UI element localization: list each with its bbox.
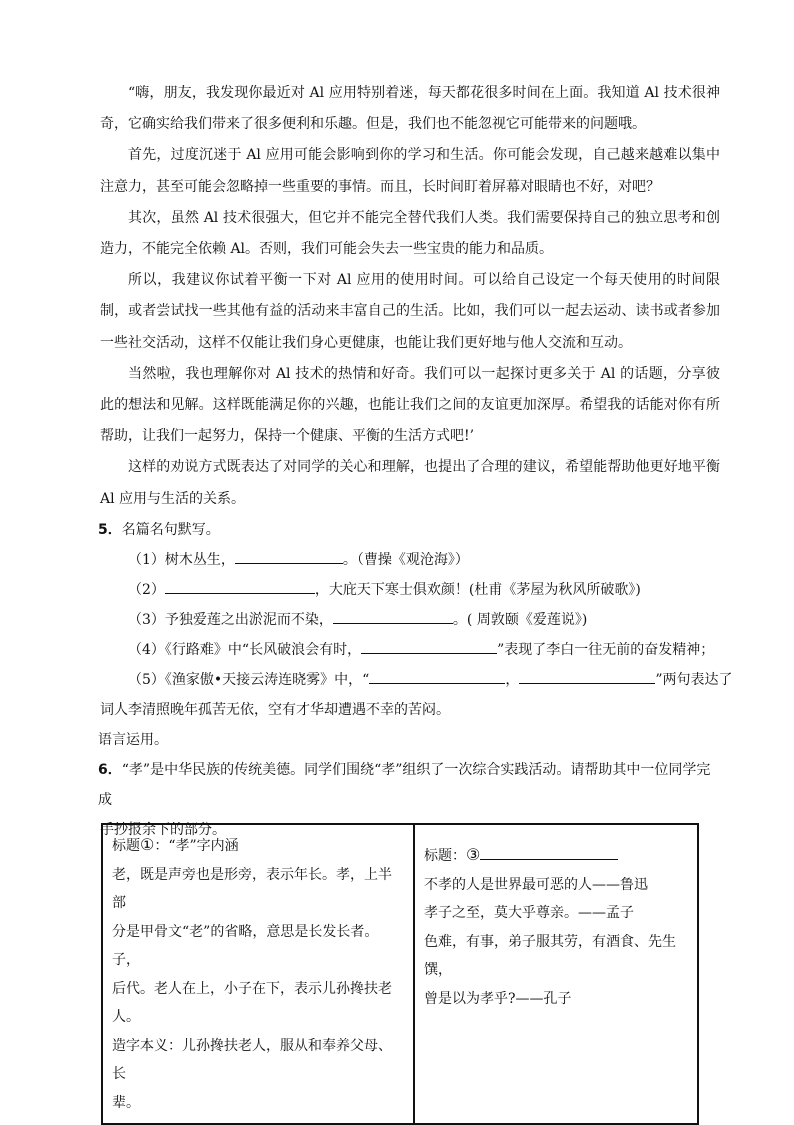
essay-paragraph-5: 当然啦，我也理解你对 Al 技术的热情和好奇。我们可以一起探讨更多关于 Al 的话题，分享彼此的想法和见解。这样既能满足你的兴趣，也能让我们之间的友谊更加深厚。希望我的话能对你有所帮助，让我们一起努力，保持一个健康、平衡的生活方式吧!’ (100, 365, 720, 445)
right-cell-line: 不孝的人是世界最可恶的人——鲁迅 (424, 876, 648, 893)
item-3-source: 。( 周敦颐《爱莲说》) (452, 611, 588, 628)
answer-blank-1[interactable] (235, 549, 343, 564)
item-5-text: （5）《渔家傲•天接云涛连晓雾》中，“ (128, 671, 370, 688)
document-body (98, 78, 733, 845)
item-4-text: （4）《行路难》中“长风破浪会有时， (128, 641, 362, 658)
question-6-line-1: “孝”是中华民族的传统美德。同学们围绕“孝”组织了一次综合实践活动。请帮助其中一位同学完成 (98, 761, 711, 808)
question-5-item-5-continuation: 词人李清照晚年孤苦无依，空有才华却遭遇不幸的苦闷。 (100, 701, 450, 718)
question-5-item-4 (100, 635, 720, 665)
item-2-text: （2） (128, 581, 165, 598)
essay-paragraph-6: 这样的劝说方式既表达了对同学的关心和理解，也提出了合理的建议，希望能帮助他更好地平衡 Al 应用与生活的关系。 (100, 459, 720, 507)
essay-paragraph-3: 其次，虽然 Al 技术很强大，但它并不能完全替代我们人类。我们需要保持自己的独立思考和创造力，不能完全依赖 Al。否则，我们可能会失去一些宝贵的能力和品质。 (100, 209, 720, 258)
right-cell-line: 曾是以为孝乎?——孔子 (424, 990, 572, 1007)
left-cell-line: 造字本义：儿孙搀扶老人，服从和奉养父母、长 (112, 1037, 392, 1082)
answer-blank-2[interactable] (165, 579, 315, 594)
right-title-prefix: 标题： (424, 848, 466, 864)
item-1-text: （1）树木丛生， (128, 551, 235, 568)
question-5-item-3 (100, 605, 720, 635)
newspaper-table (101, 823, 699, 1125)
left-cell (102, 824, 414, 1124)
answer-blank-3[interactable] (333, 609, 453, 624)
answer-blank-4[interactable] (361, 639, 497, 654)
right-cell-title (424, 841, 688, 871)
question-5-number: 5． (98, 521, 122, 538)
item-1-source: 。（曹操《观沧海》） (342, 551, 469, 568)
question-5-item-5 (100, 665, 733, 695)
answer-blank-5a[interactable] (369, 669, 505, 684)
title-answer-blank[interactable] (480, 845, 618, 860)
question-6-heading (98, 755, 720, 815)
right-title-marker: ③ (466, 845, 481, 864)
right-cell-line: 色难，有事，弟子服其劳，有酒食、先生馔， (424, 933, 676, 978)
question-6-line-2: 手抄报余下的部分。 (100, 821, 226, 838)
item-5-tail: ”两句表达了 (655, 671, 733, 688)
essay-paragraph-1: “嗨，朋友，我发现你最近对 Al 应用特别着迷，每天都花很多时间在上面。我知道 Al 技术很神奇，它确实给我们带来了很多便利和乐趣。但是，我们也不能忽视它可能带来的问题哦。 (100, 85, 720, 133)
item-3-text: （3）予独爱莲之出淤泥而不染， (128, 611, 333, 628)
left-cell-title (112, 831, 404, 861)
left-cell-line: 分是甲骨文“老”的省略，意思是长发长者。子， (112, 923, 379, 968)
left-title-marker: ① (140, 835, 155, 854)
item-2-source: ，大庇天下寒士俱欢颜！(杜甫《茅屋为秋风所破歌》) (314, 581, 641, 598)
essay-paragraph-4: 所以，我建议你试着平衡一下对 Al 应用的使用时间。可以给自己设定一个每天使用的时间限制，或者尝试找一些其他有益的活动来丰富自己的生活。比如，我们可以一起去运动、读书或者参加一些社交活动，这样不仅能让我们身心更健康，也能让我们更好地与他人交流和互动。 (100, 272, 720, 351)
left-cell-line: 后代。老人在上，小子在下，表示儿孙搀扶老人。 (112, 980, 392, 1025)
question-5-item-2 (100, 575, 720, 605)
left-cell-line: 辈。 (112, 1094, 140, 1111)
right-cell (414, 824, 698, 1124)
right-cell-line: 孝子之至，莫大乎尊亲。——孟子 (424, 905, 634, 921)
question-5-title: 名篇名句默写。 (121, 521, 220, 538)
question-5-heading (98, 515, 720, 545)
item-4-source: ”表现了李白一往无前的奋发精神； (497, 641, 715, 658)
left-title-text: ：“孝”字内涵 (154, 838, 239, 854)
answer-blank-5b[interactable] (519, 669, 655, 684)
question-5-item-1 (100, 545, 720, 575)
item-5-separator: ， (505, 671, 520, 688)
left-title-prefix: 标题 (112, 838, 140, 854)
question-6-number: 6． (98, 761, 122, 778)
section-label: 语言运用。 (98, 731, 168, 748)
left-cell-line: 老，既是声旁也是形旁，表示年长。孝，上半部 (112, 866, 392, 911)
essay-paragraph-2: 首先，过度沉迷于 Al 应用可能会影响到你的学习和生活。你可能会发现，自己越来越难以集中注意力，甚至可能会忽略掉一些重要的事情。而且，长时间盯着屏幕对眼睛也不好，对吧？ (100, 147, 720, 195)
